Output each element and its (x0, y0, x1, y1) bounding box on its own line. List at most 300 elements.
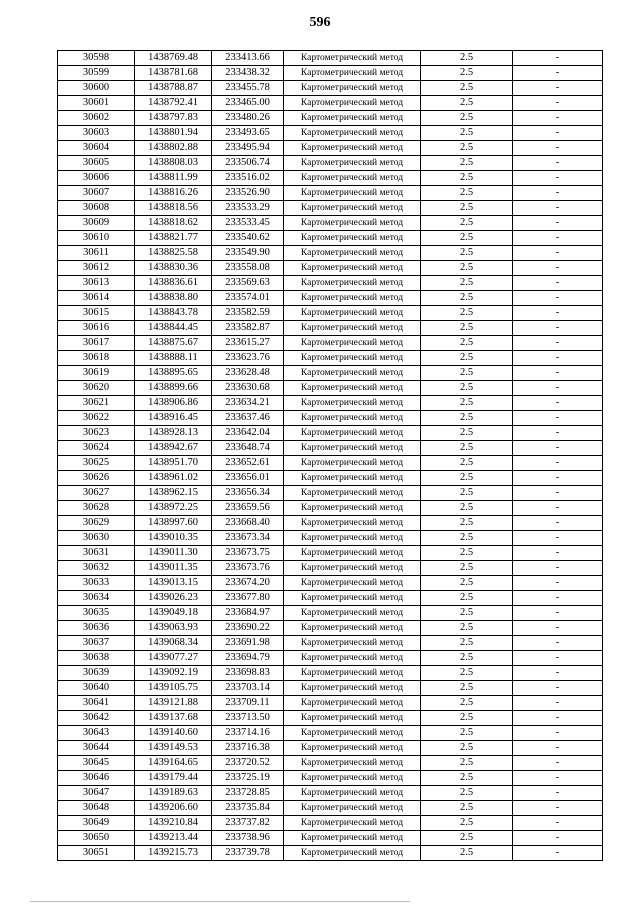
point-number-cell: 30645 (58, 756, 135, 771)
point-number-cell: 30625 (58, 456, 135, 471)
note-cell: - (513, 411, 603, 426)
note-cell: - (513, 771, 603, 786)
table-row (58, 831, 603, 846)
note-cell: - (513, 801, 603, 816)
table-row (58, 96, 603, 111)
table-row (58, 801, 603, 816)
note-cell: - (513, 396, 603, 411)
accuracy-cell: 2.5 (421, 51, 513, 66)
y-coordinate-cell: 233549.90 (212, 246, 284, 261)
accuracy-cell: 2.5 (421, 411, 513, 426)
note-cell: - (513, 186, 603, 201)
point-number-cell: 30644 (58, 741, 135, 756)
x-coordinate-cell: 1438825.58 (135, 246, 212, 261)
note-cell: - (513, 651, 603, 666)
table-row (58, 486, 603, 501)
x-coordinate-cell: 1438899.66 (135, 381, 212, 396)
table-row (58, 561, 603, 576)
x-coordinate-cell: 1439140.60 (135, 726, 212, 741)
accuracy-cell: 2.5 (421, 126, 513, 141)
coordinates-table-body (58, 51, 603, 861)
method-cell: Картометрический метод (284, 81, 421, 96)
table-row (58, 276, 603, 291)
x-coordinate-cell: 1439137.68 (135, 711, 212, 726)
accuracy-cell: 2.5 (421, 291, 513, 306)
y-coordinate-cell: 233738.96 (212, 831, 284, 846)
method-cell: Картометрический метод (284, 471, 421, 486)
table-row (58, 816, 603, 831)
table-row (58, 201, 603, 216)
accuracy-cell: 2.5 (421, 531, 513, 546)
method-cell: Картометрический метод (284, 456, 421, 471)
table-row (58, 666, 603, 681)
x-coordinate-cell: 1438838.80 (135, 291, 212, 306)
point-number-cell: 30607 (58, 186, 135, 201)
x-coordinate-cell: 1438821.77 (135, 231, 212, 246)
accuracy-cell: 2.5 (421, 666, 513, 681)
note-cell: - (513, 261, 603, 276)
table-row (58, 231, 603, 246)
y-coordinate-cell: 233735.84 (212, 801, 284, 816)
note-cell: - (513, 366, 603, 381)
accuracy-cell: 2.5 (421, 426, 513, 441)
point-number-cell: 30650 (58, 831, 135, 846)
scan-edge-line (30, 901, 410, 902)
table-row (58, 726, 603, 741)
y-coordinate-cell: 233634.21 (212, 396, 284, 411)
note-cell: - (513, 726, 603, 741)
y-coordinate-cell: 233455.78 (212, 81, 284, 96)
x-coordinate-cell: 1438801.94 (135, 126, 212, 141)
x-coordinate-cell: 1438962.15 (135, 486, 212, 501)
note-cell: - (513, 246, 603, 261)
point-number-cell: 30637 (58, 636, 135, 651)
point-number-cell: 30651 (58, 846, 135, 861)
point-number-cell: 30638 (58, 651, 135, 666)
note-cell: - (513, 51, 603, 66)
x-coordinate-cell: 1439105.75 (135, 681, 212, 696)
y-coordinate-cell: 233668.40 (212, 516, 284, 531)
table-row (58, 846, 603, 861)
x-coordinate-cell: 1438895.65 (135, 366, 212, 381)
x-coordinate-cell: 1439010.35 (135, 531, 212, 546)
point-number-cell: 30628 (58, 501, 135, 516)
accuracy-cell: 2.5 (421, 336, 513, 351)
y-coordinate-cell: 233728.85 (212, 786, 284, 801)
x-coordinate-cell: 1438961.02 (135, 471, 212, 486)
note-cell: - (513, 81, 603, 96)
table-row (58, 246, 603, 261)
note-cell: - (513, 276, 603, 291)
note-cell: - (513, 666, 603, 681)
coordinates-table (57, 50, 603, 861)
point-number-cell: 30606 (58, 171, 135, 186)
point-number-cell: 30620 (58, 381, 135, 396)
note-cell: - (513, 546, 603, 561)
note-cell: - (513, 456, 603, 471)
point-number-cell: 30648 (58, 801, 135, 816)
note-cell: - (513, 846, 603, 861)
method-cell: Картометрический метод (284, 846, 421, 861)
y-coordinate-cell: 233480.26 (212, 111, 284, 126)
method-cell: Картометрический метод (284, 666, 421, 681)
y-coordinate-cell: 233690.22 (212, 621, 284, 636)
point-number-cell: 30611 (58, 246, 135, 261)
note-cell: - (513, 606, 603, 621)
method-cell: Картометрический метод (284, 651, 421, 666)
x-coordinate-cell: 1438942.67 (135, 441, 212, 456)
accuracy-cell: 2.5 (421, 396, 513, 411)
note-cell: - (513, 636, 603, 651)
method-cell: Картометрический метод (284, 771, 421, 786)
table-row (58, 741, 603, 756)
accuracy-cell: 2.5 (421, 801, 513, 816)
table-row (58, 396, 603, 411)
table-row (58, 81, 603, 96)
y-coordinate-cell: 233516.02 (212, 171, 284, 186)
method-cell: Картометрический метод (284, 276, 421, 291)
y-coordinate-cell: 233642.04 (212, 426, 284, 441)
note-cell: - (513, 741, 603, 756)
method-cell: Картометрический метод (284, 831, 421, 846)
point-number-cell: 30604 (58, 141, 135, 156)
x-coordinate-cell: 1439068.34 (135, 636, 212, 651)
x-coordinate-cell: 1439164.65 (135, 756, 212, 771)
y-coordinate-cell: 233493.65 (212, 126, 284, 141)
method-cell: Картометрический метод (284, 111, 421, 126)
table-row (58, 636, 603, 651)
y-coordinate-cell: 233659.56 (212, 501, 284, 516)
note-cell: - (513, 786, 603, 801)
point-number-cell: 30612 (58, 261, 135, 276)
method-cell: Картометрический метод (284, 591, 421, 606)
y-coordinate-cell: 233582.59 (212, 306, 284, 321)
note-cell: - (513, 501, 603, 516)
y-coordinate-cell: 233438.32 (212, 66, 284, 81)
note-cell: - (513, 486, 603, 501)
y-coordinate-cell: 233684.97 (212, 606, 284, 621)
accuracy-cell: 2.5 (421, 351, 513, 366)
y-coordinate-cell: 233694.79 (212, 651, 284, 666)
x-coordinate-cell: 1439206.60 (135, 801, 212, 816)
point-number-cell: 30605 (58, 156, 135, 171)
y-coordinate-cell: 233526.90 (212, 186, 284, 201)
point-number-cell: 30613 (58, 276, 135, 291)
point-number-cell: 30633 (58, 576, 135, 591)
x-coordinate-cell: 1438811.99 (135, 171, 212, 186)
y-coordinate-cell: 233533.45 (212, 216, 284, 231)
point-number-cell: 30616 (58, 321, 135, 336)
accuracy-cell: 2.5 (421, 681, 513, 696)
point-number-cell: 30602 (58, 111, 135, 126)
table-row (58, 66, 603, 81)
method-cell: Картометрический метод (284, 411, 421, 426)
table-row (58, 366, 603, 381)
y-coordinate-cell: 233569.63 (212, 276, 284, 291)
y-coordinate-cell: 233615.27 (212, 336, 284, 351)
note-cell: - (513, 216, 603, 231)
point-number-cell: 30623 (58, 426, 135, 441)
note-cell: - (513, 96, 603, 111)
table-row (58, 126, 603, 141)
table-row (58, 756, 603, 771)
accuracy-cell: 2.5 (421, 456, 513, 471)
method-cell: Картометрический метод (284, 426, 421, 441)
note-cell: - (513, 66, 603, 81)
y-coordinate-cell: 233739.78 (212, 846, 284, 861)
accuracy-cell: 2.5 (421, 501, 513, 516)
accuracy-cell: 2.5 (421, 66, 513, 81)
x-coordinate-cell: 1439026.23 (135, 591, 212, 606)
table-row (58, 606, 603, 621)
x-coordinate-cell: 1439121.88 (135, 696, 212, 711)
method-cell: Картометрический метод (284, 516, 421, 531)
table-row (58, 171, 603, 186)
note-cell: - (513, 711, 603, 726)
table-row (58, 591, 603, 606)
accuracy-cell: 2.5 (421, 816, 513, 831)
y-coordinate-cell: 233709.11 (212, 696, 284, 711)
method-cell: Картометрический метод (284, 216, 421, 231)
y-coordinate-cell: 233673.75 (212, 546, 284, 561)
table-row (58, 516, 603, 531)
accuracy-cell: 2.5 (421, 696, 513, 711)
y-coordinate-cell: 233623.76 (212, 351, 284, 366)
point-number-cell: 30601 (58, 96, 135, 111)
method-cell: Картометрический метод (284, 726, 421, 741)
method-cell: Картометрический метод (284, 366, 421, 381)
accuracy-cell: 2.5 (421, 156, 513, 171)
x-coordinate-cell: 1438972.25 (135, 501, 212, 516)
table-row (58, 576, 603, 591)
accuracy-cell: 2.5 (421, 831, 513, 846)
table-row (58, 381, 603, 396)
y-coordinate-cell: 233713.50 (212, 711, 284, 726)
note-cell: - (513, 156, 603, 171)
accuracy-cell: 2.5 (421, 81, 513, 96)
y-coordinate-cell: 233413.66 (212, 51, 284, 66)
table-row (58, 291, 603, 306)
note-cell: - (513, 681, 603, 696)
x-coordinate-cell: 1439215.73 (135, 846, 212, 861)
x-coordinate-cell: 1438997.60 (135, 516, 212, 531)
note-cell: - (513, 471, 603, 486)
point-number-cell: 30619 (58, 366, 135, 381)
point-number-cell: 30622 (58, 411, 135, 426)
y-coordinate-cell: 233495.94 (212, 141, 284, 156)
table-row (58, 501, 603, 516)
accuracy-cell: 2.5 (421, 621, 513, 636)
x-coordinate-cell: 1439011.35 (135, 561, 212, 576)
x-coordinate-cell: 1438818.62 (135, 216, 212, 231)
note-cell: - (513, 426, 603, 441)
accuracy-cell: 2.5 (421, 771, 513, 786)
point-number-cell: 30603 (58, 126, 135, 141)
point-number-cell: 30610 (58, 231, 135, 246)
accuracy-cell: 2.5 (421, 726, 513, 741)
method-cell: Картометрический метод (284, 291, 421, 306)
y-coordinate-cell: 233674.20 (212, 576, 284, 591)
x-coordinate-cell: 1439210.84 (135, 816, 212, 831)
y-coordinate-cell: 233630.68 (212, 381, 284, 396)
x-coordinate-cell: 1438830.36 (135, 261, 212, 276)
table-row (58, 426, 603, 441)
method-cell: Картометрический метод (284, 336, 421, 351)
accuracy-cell: 2.5 (421, 576, 513, 591)
method-cell: Картометрический метод (284, 486, 421, 501)
table-row (58, 621, 603, 636)
table-row (58, 471, 603, 486)
accuracy-cell: 2.5 (421, 441, 513, 456)
note-cell: - (513, 696, 603, 711)
method-cell: Картометрический метод (284, 66, 421, 81)
method-cell: Картометрический метод (284, 396, 421, 411)
x-coordinate-cell: 1439011.30 (135, 546, 212, 561)
method-cell: Картометрический метод (284, 546, 421, 561)
x-coordinate-cell: 1439092.19 (135, 666, 212, 681)
accuracy-cell: 2.5 (421, 216, 513, 231)
table-row (58, 336, 603, 351)
note-cell: - (513, 591, 603, 606)
y-coordinate-cell: 233716.38 (212, 741, 284, 756)
y-coordinate-cell: 233582.87 (212, 321, 284, 336)
method-cell: Картометрический метод (284, 96, 421, 111)
method-cell: Картометрический метод (284, 621, 421, 636)
accuracy-cell: 2.5 (421, 201, 513, 216)
method-cell: Картометрический метод (284, 261, 421, 276)
table-row (58, 306, 603, 321)
point-number-cell: 30617 (58, 336, 135, 351)
page-number: 596 (309, 15, 331, 30)
table-row (58, 321, 603, 336)
note-cell: - (513, 516, 603, 531)
accuracy-cell: 2.5 (421, 246, 513, 261)
x-coordinate-cell: 1438816.26 (135, 186, 212, 201)
table-row (58, 216, 603, 231)
accuracy-cell: 2.5 (421, 516, 513, 531)
table-row (58, 441, 603, 456)
point-number-cell: 30640 (58, 681, 135, 696)
point-number-cell: 30649 (58, 816, 135, 831)
point-number-cell: 30647 (58, 786, 135, 801)
x-coordinate-cell: 1438843.78 (135, 306, 212, 321)
method-cell: Картометрический метод (284, 711, 421, 726)
point-number-cell: 30632 (58, 561, 135, 576)
method-cell: Картометрический метод (284, 816, 421, 831)
point-number-cell: 30646 (58, 771, 135, 786)
note-cell: - (513, 441, 603, 456)
accuracy-cell: 2.5 (421, 711, 513, 726)
method-cell: Картометрический метод (284, 636, 421, 651)
y-coordinate-cell: 233656.34 (212, 486, 284, 501)
y-coordinate-cell: 233703.14 (212, 681, 284, 696)
point-number-cell: 30608 (58, 201, 135, 216)
note-cell: - (513, 321, 603, 336)
method-cell: Картометрический метод (284, 501, 421, 516)
point-number-cell: 30615 (58, 306, 135, 321)
table-row (58, 786, 603, 801)
x-coordinate-cell: 1438844.45 (135, 321, 212, 336)
table-row (58, 156, 603, 171)
note-cell: - (513, 201, 603, 216)
table-row (58, 456, 603, 471)
table-row (58, 111, 603, 126)
accuracy-cell: 2.5 (421, 171, 513, 186)
note-cell: - (513, 621, 603, 636)
x-coordinate-cell: 1438808.03 (135, 156, 212, 171)
accuracy-cell: 2.5 (421, 846, 513, 861)
y-coordinate-cell: 233691.98 (212, 636, 284, 651)
method-cell: Картометрический метод (284, 561, 421, 576)
x-coordinate-cell: 1438769.48 (135, 51, 212, 66)
note-cell: - (513, 291, 603, 306)
y-coordinate-cell: 233652.61 (212, 456, 284, 471)
table-row (58, 186, 603, 201)
note-cell: - (513, 531, 603, 546)
accuracy-cell: 2.5 (421, 486, 513, 501)
note-cell: - (513, 381, 603, 396)
accuracy-cell: 2.5 (421, 366, 513, 381)
accuracy-cell: 2.5 (421, 606, 513, 621)
y-coordinate-cell: 233533.29 (212, 201, 284, 216)
table-row (58, 696, 603, 711)
note-cell: - (513, 231, 603, 246)
method-cell: Картометрический метод (284, 141, 421, 156)
accuracy-cell: 2.5 (421, 261, 513, 276)
x-coordinate-cell: 1438928.13 (135, 426, 212, 441)
note-cell: - (513, 306, 603, 321)
point-number-cell: 30631 (58, 546, 135, 561)
point-number-cell: 30624 (58, 441, 135, 456)
point-number-cell: 30635 (58, 606, 135, 621)
method-cell: Картометрический метод (284, 696, 421, 711)
method-cell: Картометрический метод (284, 201, 421, 216)
note-cell: - (513, 831, 603, 846)
y-coordinate-cell: 233656.01 (212, 471, 284, 486)
method-cell: Картометрический метод (284, 306, 421, 321)
table-row (58, 711, 603, 726)
x-coordinate-cell: 1438792.41 (135, 96, 212, 111)
point-number-cell: 30600 (58, 81, 135, 96)
point-number-cell: 30626 (58, 471, 135, 486)
x-coordinate-cell: 1438802.88 (135, 141, 212, 156)
table-row (58, 51, 603, 66)
accuracy-cell: 2.5 (421, 651, 513, 666)
y-coordinate-cell: 233558.08 (212, 261, 284, 276)
note-cell: - (513, 351, 603, 366)
method-cell: Картометрический метод (284, 51, 421, 66)
point-number-cell: 30636 (58, 621, 135, 636)
table-row (58, 141, 603, 156)
method-cell: Картометрический метод (284, 741, 421, 756)
x-coordinate-cell: 1438888.11 (135, 351, 212, 366)
table-row (58, 351, 603, 366)
point-number-cell: 30621 (58, 396, 135, 411)
table-row (58, 261, 603, 276)
y-coordinate-cell: 233737.82 (212, 816, 284, 831)
note-cell: - (513, 111, 603, 126)
note-cell: - (513, 816, 603, 831)
y-coordinate-cell: 233506.74 (212, 156, 284, 171)
point-number-cell: 30643 (58, 726, 135, 741)
y-coordinate-cell: 233540.62 (212, 231, 284, 246)
x-coordinate-cell: 1438951.70 (135, 456, 212, 471)
point-number-cell: 30598 (58, 51, 135, 66)
x-coordinate-cell: 1439179.44 (135, 771, 212, 786)
method-cell: Картометрический метод (284, 531, 421, 546)
point-number-cell: 30618 (58, 351, 135, 366)
y-coordinate-cell: 233465.00 (212, 96, 284, 111)
